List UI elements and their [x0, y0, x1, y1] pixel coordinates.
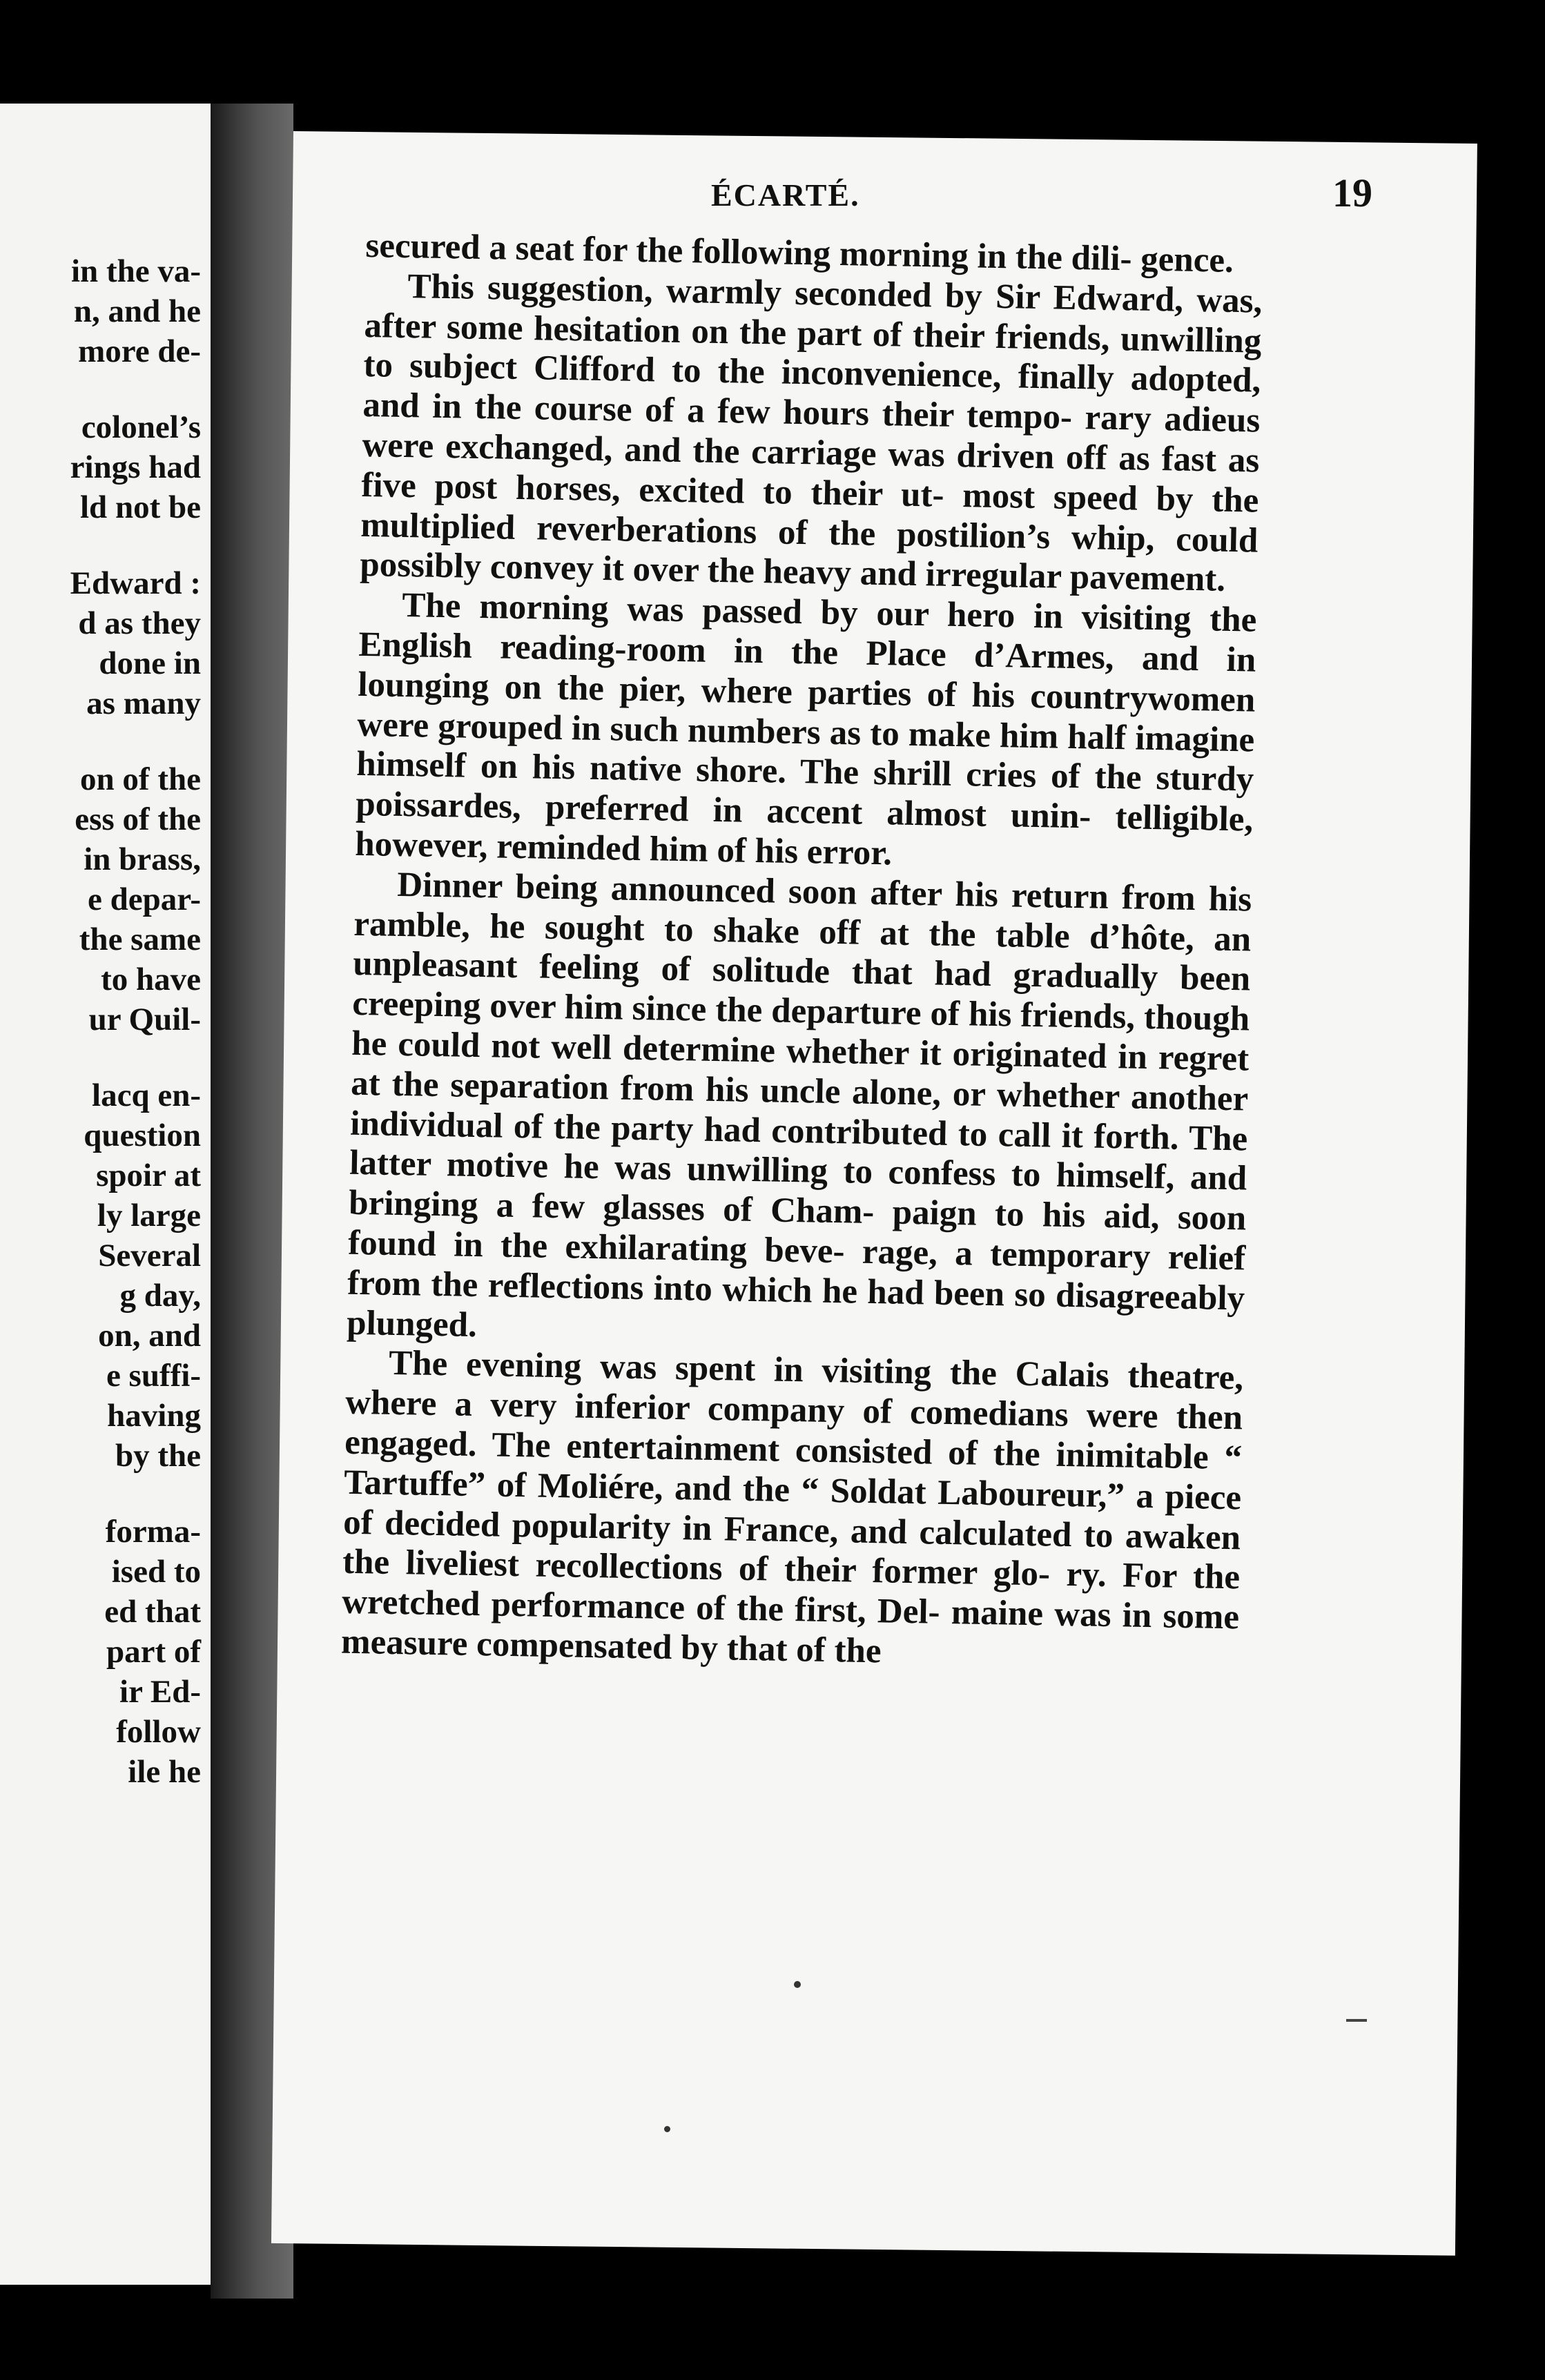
- left-page-line-fragment: Several: [98, 1238, 201, 1274]
- left-page-line-fragment: the same: [79, 921, 201, 957]
- left-page-line-fragment: follow: [116, 1714, 201, 1750]
- running-head: ÉCARTÉ.: [711, 177, 860, 213]
- ink-mark: [1346, 2019, 1367, 2022]
- left-page-line-fragment: in the va-: [71, 253, 201, 289]
- left-page-line-fragment: lacq en-: [92, 1077, 201, 1113]
- left-page-line-fragment: Edward :: [70, 565, 201, 601]
- left-page-line-fragment: more de-: [78, 333, 201, 369]
- left-page-line-fragment: ld not be: [80, 489, 201, 525]
- left-page-line-fragment: to have: [101, 962, 201, 997]
- page-number: 19: [1332, 170, 1372, 215]
- left-page-line-fragment: d as they: [78, 605, 201, 641]
- left-page-line-fragment: rings had: [70, 449, 201, 485]
- left-page-line-fragment: ed that: [104, 1594, 201, 1630]
- left-page-line-fragment: part of: [106, 1634, 201, 1670]
- paragraph: The morning was passed by our hero in visiting the English reading-room in the Place d’Armes, and in lounging on the pier, where parties of his countrywomen were grouped in such numbers as to make him half imagine himself on his native shore. The shrill cries of the sturdy poissardes, preferred in accent almost unin- telligible, however, reminded him of his error.: [354, 586, 1257, 873]
- left-page-line-fragment: ly large: [97, 1198, 201, 1233]
- left-page-line-fragment: ile he: [128, 1754, 201, 1790]
- left-page-line-fragment: ised to: [111, 1554, 201, 1590]
- left-page-line-fragment: e suffi-: [106, 1358, 201, 1394]
- paragraph: This suggestion, warmly seconded by Sir Edward, was, after some hesitation on the part of their friends, unwilling to subject Clifford to the inconvenience, finally adopted, and in the course of a few hours their tempo- rary adieus were exchanged, and the carriage was driven off as fast as five post horses, excited to their ut- most speed by the multiplied reverberations of the postilion’s whip, could possibly convey it over the heavy and irregular pavement.: [359, 266, 1263, 600]
- left-page-line-fragment: ess of the: [75, 801, 201, 837]
- left-page-line-fragment: having: [107, 1398, 201, 1434]
- left-page-line-fragment: in brass,: [84, 841, 201, 877]
- left-page-line-fragment: on, and: [98, 1318, 201, 1354]
- left-page-line-fragment: e depar-: [87, 881, 201, 917]
- left-page-line-fragment: g day,: [119, 1278, 201, 1314]
- left-page-line-fragment: spoir at: [96, 1158, 201, 1193]
- ink-speck: [794, 1981, 801, 1988]
- paragraph: secured a seat for the following morning in the dili- gence.: [365, 226, 1234, 280]
- left-page-line-fragment: forma-: [105, 1514, 201, 1550]
- paragraph: Dinner being announced soon after his return from his ramble, he sought to shake off at the table d’hôte, an unpleasant feeling of solitude that had gradually been creeping over him since the departure of his friends, though he could not well determine whether it originated in regret at the separation from his uncle alone, or whether another individual of the party had contributed to call it forth. The latter motive he was unwilling to confess to himself, and bringing a few glasses of Cham- paign to his aid, soon found in the exhilarating beve- rage, a temporary relief from the reflections into which he had been so disagreeably plunged.: [346, 865, 1252, 1345]
- left-page: [0, 104, 211, 2285]
- left-page-line-fragment: ir Ed-: [119, 1674, 201, 1710]
- paragraph: The evening was spent in visiting the Calais theatre, where a very inferior company of comedians were then engaged. The entertainment consisted of the inimitable “ Tartuffe” of Moliére, and the “ Soldat Laboureur,” a piece of decided popularity in France, and calculated to awaken the liveliest recollections of their former glo- ry. For the wretched performance of the first, Del- maine was in some measure compensated by that of the: [340, 1344, 1244, 1671]
- left-page-line-fragment: done in: [99, 645, 201, 681]
- left-page-line-fragment: by the: [115, 1438, 201, 1474]
- ink-speck: [664, 2126, 670, 2132]
- body-text: [341, 226, 1263, 1678]
- left-page-line-fragment: on of the: [80, 761, 201, 797]
- left-page-line-fragment: question: [84, 1118, 201, 1153]
- left-page-line-fragment: colonel’s: [81, 409, 201, 445]
- left-page-line-fragment: as many: [86, 685, 201, 721]
- left-page-line-fragment: ur Quil-: [88, 1002, 201, 1037]
- left-page-line-fragment: n, and he: [73, 293, 201, 329]
